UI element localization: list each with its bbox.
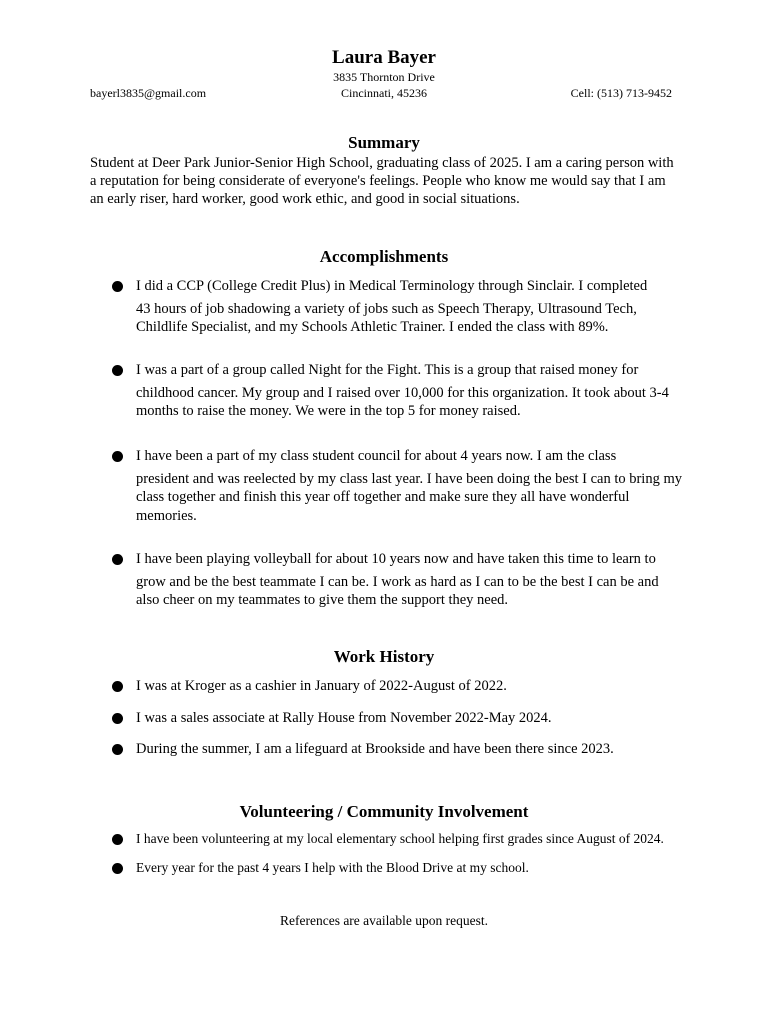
summary-text: Student at Deer Park Junior-Senior High School, graduating class of 2025. I am a caring person with a reputation for being considerate of everyone's feelings. People who know me would say that I am an early riser, hard worker, good work ethic, and good in social situations. — [90, 155, 674, 207]
address-street: 3835 Thornton Drive — [333, 70, 435, 84]
resume-name: Laura Bayer — [332, 47, 436, 68]
volunteering-text: Every year for the past 4 years I help with the Blood Drive at my school. — [136, 860, 529, 875]
accomplishment-first-line: I have been playing volleyball for about 10 years now and have taken this time to learn to — [136, 551, 656, 567]
email-address: bayerl3835@gmail.com — [90, 86, 207, 100]
bullet-icon — [112, 451, 123, 462]
volunteering-text: I have been volunteering at my local elementary school helping first grades since August of 2024. — [136, 831, 664, 846]
accomplishment-rest: childhood cancer. My group and I raised over 10,000 for this organization. It took about 3-4 months to raise the money. We were in the top 5 for money raised. — [136, 384, 669, 419]
bullet-icon — [112, 834, 123, 845]
accomplishment-rest: president and was reelected by my class last year. I have been doing the best I can to bring my class together and finish this year off together and make sure they all have wonderful memories. — [136, 470, 682, 524]
accomplishment-first-line: I have been a part of my class student council for about 4 years now. I am the class — [136, 448, 617, 464]
accomplishment-rest: 43 hours of job shadowing a variety of jobs such as Speech Therapy, Ultrasound Tech, Childlife Specialist, and my Schools Athletic Trainer. I ended the class with 89%. — [136, 300, 637, 335]
work-history-text: During the summer, I am a lifeguard at Brookside and have been there since 2023. — [136, 741, 614, 757]
bullet-icon — [112, 744, 123, 755]
accomplishments-heading: Accomplishments — [319, 247, 449, 266]
bullet-icon — [112, 281, 123, 292]
accomplishment-rest: grow and be the best teammate I can be. I work as hard as I can to be the best I can be and also cheer on my teammates to give them the support they need. — [136, 573, 659, 608]
work-history-text: I was at Kroger as a cashier in January of 2022-August of 2022. — [136, 678, 507, 694]
work-history-heading: Work History — [333, 647, 435, 666]
address-city: Cincinnati, 45236 — [341, 86, 427, 100]
bullet-icon — [112, 713, 123, 724]
bullet-icon — [112, 554, 123, 565]
accomplishment-first-line: I did a CCP (College Credit Plus) in Medical Terminology through Sinclair. I completed — [136, 278, 648, 294]
work-history-text: I was a sales associate at Rally House from November 2022-May 2024. — [136, 710, 552, 726]
bullet-icon — [112, 863, 123, 874]
references-note: References are available upon request. — [279, 913, 489, 928]
bullet-icon — [112, 681, 123, 692]
bullet-icon — [112, 365, 123, 376]
accomplishment-first-line: I was a part of a group called Night for the Fight. This is a group that raised money for — [136, 362, 639, 378]
summary-heading: Summary — [348, 133, 420, 152]
cell-phone: Cell: (513) 713-9452 — [570, 86, 672, 100]
volunteering-heading: Volunteering / Community Involvement — [239, 802, 529, 821]
